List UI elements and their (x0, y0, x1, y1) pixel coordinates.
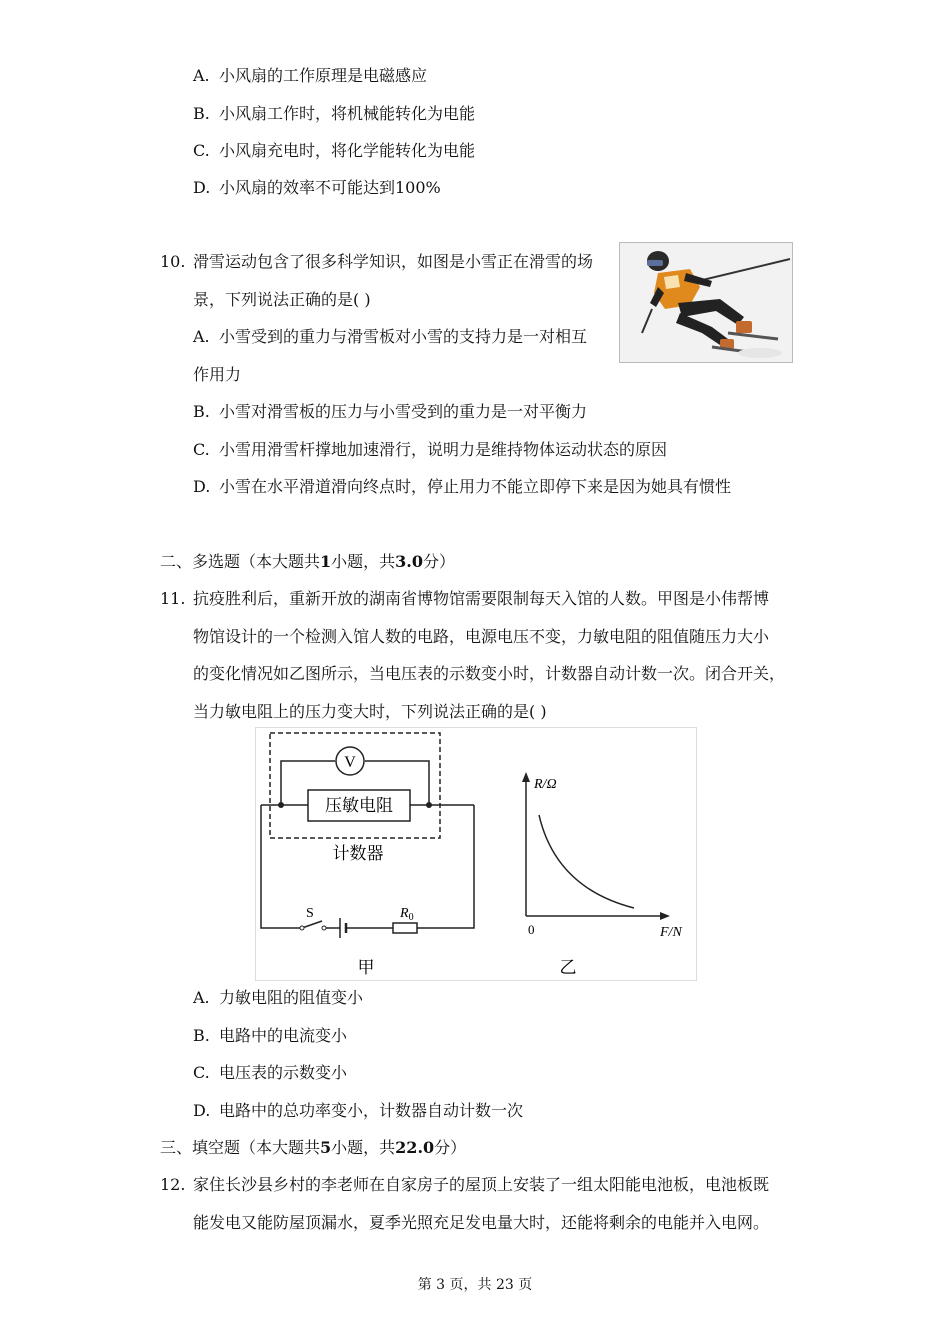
r0-resistor (393, 923, 417, 933)
skier-illustration (620, 243, 792, 362)
voltmeter-label: V (344, 754, 356, 771)
q9-option-d: D. 小风扇的效率不可能达到100% (193, 178, 441, 197)
q9-option-b: B. 小风扇工作时，将机械能转化为电能 (193, 104, 476, 123)
x-axis-label: F/N (660, 925, 682, 940)
q12-number: 12. (160, 1175, 186, 1194)
q9-option-a: A. 小风扇的工作原理是电磁感应 (193, 66, 428, 85)
q10-number: 10. (160, 252, 186, 271)
skier-photo (619, 242, 793, 363)
q11-option-a: A. 力敏电阻的阻值变小 (193, 988, 364, 1007)
q11-stem-line2: 物馆设计的一个检测入馆人数的电路，电源电压不变，力敏电阻的阻值随压力大小 (193, 627, 770, 646)
q10-option-a-cont: 作用力 (193, 365, 242, 384)
q11-option-c: C. 电压表的示数变小 (193, 1063, 348, 1082)
q11-option-b: B. 电路中的电流变小 (193, 1026, 348, 1045)
switch-symbol (302, 921, 322, 928)
section-3-heading: 三、填空题（本大题共5小题，共22.0分） (160, 1138, 467, 1157)
section-2-heading: 二、多选题（本大题共1小题，共3.0分） (160, 552, 456, 571)
q10-option-c: C. 小雪用滑雪杆撑地加速滑行，说明力是维持物体运动状态的原因 (193, 440, 668, 459)
y-axis-label: R/Ω (534, 777, 557, 792)
q11-stem-line1: 抗疫胜利后，重新开放的湖南省博物馆需要限制每天入馆的人数。甲图是小伟帮博 (193, 589, 770, 608)
pressure-resistor-label: 压敏电阻 (325, 796, 393, 815)
q10-stem-line1: 滑雪运动包含了很多科学知识，如图是小雪正在滑雪的场 (193, 252, 594, 271)
circuit-figure (255, 727, 697, 981)
origin-label: 0 (528, 922, 535, 937)
page-footer: 第 3 页，共 23 页 (417, 1277, 533, 1293)
q10-option-b: B. 小雪对滑雪板的压力与小雪受到的重力是一对平衡力 (193, 402, 588, 421)
q11-option-d: D. 电路中的总功率变小，计数器自动计数一次 (193, 1101, 524, 1120)
r0-label: $R_0$ (400, 906, 414, 923)
q9-option-c: C. 小风扇充电时，将化学能转化为电能 (193, 141, 476, 160)
figure-1-caption: 甲 (357, 958, 375, 977)
resistance-curve (539, 815, 634, 908)
q11-stem-line4: 当力敏电阻上的压力变大时，下列说法正确的是( ) (193, 702, 547, 721)
q10-option-d: D. 小雪在水平滑道滑向终点时，停止用力不能立即停下来是因为她具有惯性 (193, 477, 732, 496)
circuit-diagram (256, 728, 696, 980)
switch-label: S (306, 906, 314, 921)
q11-number: 11. (160, 589, 186, 608)
q11-stem-line3: 的变化情况如乙图所示，当电压表的示数变小时，计数器自动计数一次。闭合开关， (193, 664, 786, 683)
q12-stem-line1: 家住长沙县乡村的李老师在自家房子的屋顶上安装了一组太阳能电池板，电池板既 (193, 1175, 770, 1194)
q12-stem-line2: 能发电又能防屋顶漏水，夏季光照充足发电量大时，还能将剩余的电能并入电网。 (193, 1213, 770, 1232)
counter-label: 计数器 (332, 844, 384, 863)
figure-2-caption: 乙 (559, 958, 577, 977)
q10-stem-line2: 景，下列说法正确的是( ) (193, 290, 371, 309)
q10-option-a: A. 小雪受到的重力与滑雪板对小雪的支持力是一对相互 (193, 327, 588, 346)
